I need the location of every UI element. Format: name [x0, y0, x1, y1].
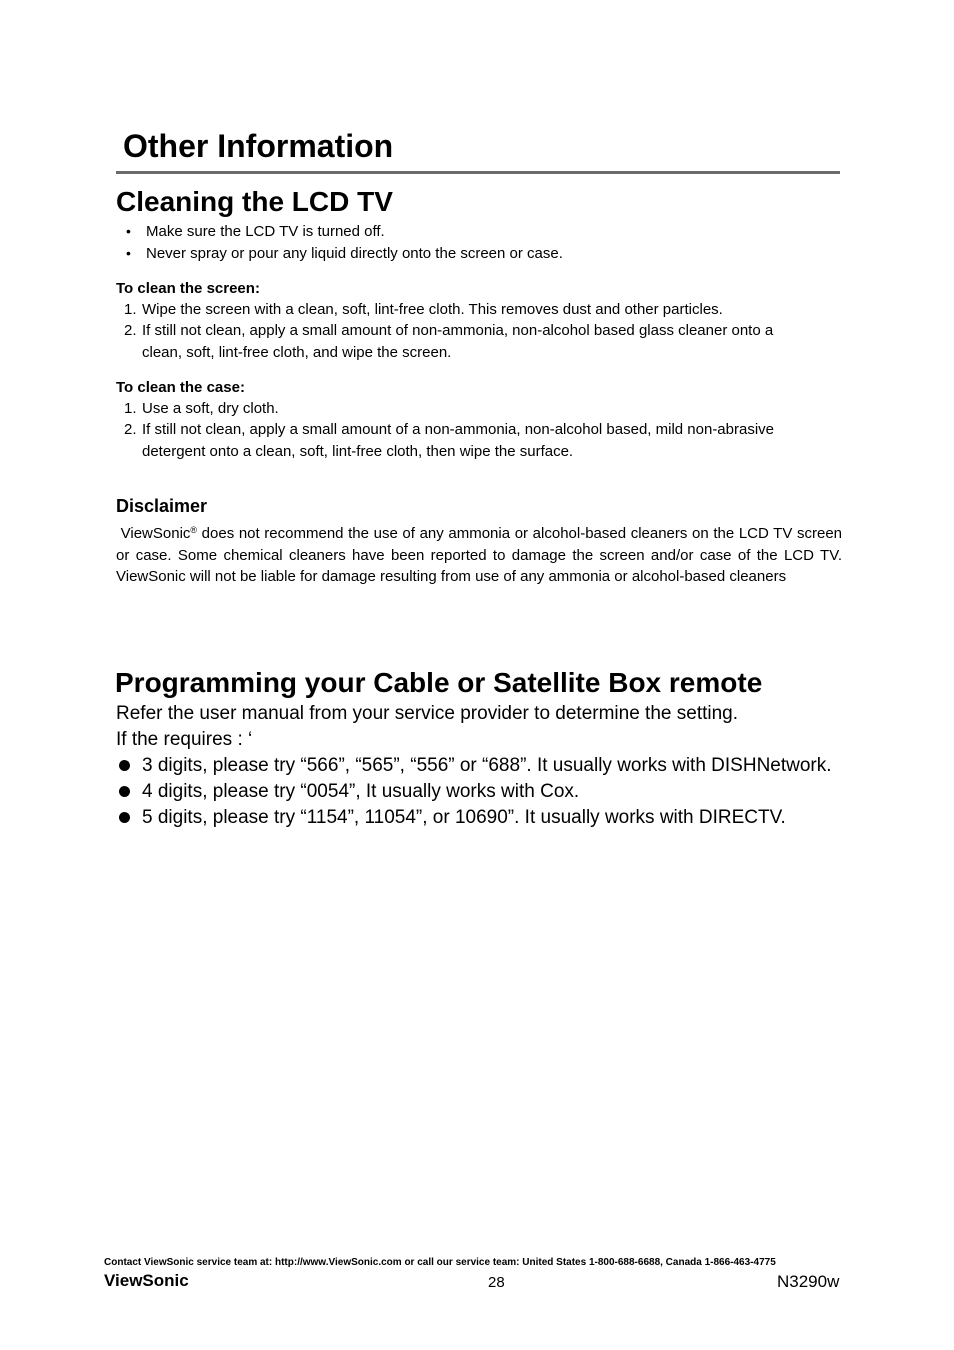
programming-item: 5 digits, please try “1154”, 11054”, or 10690”. It usually works with DIRECTV. [142, 807, 786, 828]
programming-heading: Programming your Cable or Satellite Box remote [115, 667, 763, 698]
bullet-dot-icon [119, 786, 130, 797]
screen-step-text: clean, soft, lint-free cloth, and wipe the screen. [142, 344, 452, 361]
disclaimer-text: does not recommend the use of any ammonia or alcohol-based cleaners on the LCD TV screen or case. Some chemical cleaners have been reported to damage the screen and/or case of the LCD TV. ViewSonic will not be liable for damage resulting from use of any ammonia or alcohol-based cleaners [116, 525, 843, 585]
step-number: 1. [124, 301, 137, 318]
cleaning-bullet: Make sure the LCD TV is turned off. [146, 223, 385, 240]
programming-intro: Refer the user manual from your service provider to determine the setting. [116, 703, 739, 724]
disclaimer-paragraph [116, 523, 842, 588]
disclaimer-heading: Disclaimer [116, 496, 208, 516]
footer-model: N3290w [777, 1272, 840, 1291]
programming-item: 3 digits, please try “566”, “565”, “556” or “688”. It usually works with DISHNetwork. [142, 755, 832, 776]
page-number: 28 [488, 1274, 505, 1291]
screen-step-text: If still not clean, apply a small amount of non-ammonia, non-alcohol based glass cleaner onto a [142, 322, 774, 339]
screen-subheading: To clean the screen: [116, 280, 260, 297]
footer-contact: Contact ViewSonic service team at: http://www.ViewSonic.com or call our service team: United States 1-800-688-6688, Canada 1-866-463-4775 [104, 1257, 776, 1268]
bullet-dot-icon [119, 812, 130, 823]
programming-requires: If the requires : ‘ [116, 729, 253, 750]
page-title: Other Information [123, 128, 394, 164]
case-step-text: If still not clean, apply a small amount of a non-ammonia, non-alcohol based, mild non-abrasive [142, 421, 775, 438]
disclaimer-brand: ViewSonic [120, 525, 191, 542]
cleaning-bullet: Never spray or pour any liquid directly onto the screen or case. [146, 245, 563, 262]
step-number: 2. [124, 421, 137, 438]
step-number: 2. [124, 322, 137, 339]
bullet-dot-icon [119, 760, 130, 771]
bullet-glyph: • [126, 223, 131, 239]
screen-step-text: Wipe the screen with a clean, soft, lint-free cloth. This removes dust and other particles. [142, 301, 723, 318]
programming-item: 4 digits, please try “0054”, It usually works with Cox. [142, 781, 580, 802]
title-divider [116, 171, 840, 174]
footer-brand: ViewSonic [104, 1271, 189, 1290]
registered-mark: ® [190, 525, 198, 535]
bullet-glyph: • [126, 245, 131, 261]
case-subheading: To clean the case: [116, 379, 245, 396]
case-step-text: Use a soft, dry cloth. [142, 400, 279, 417]
case-step-text: detergent onto a clean, soft, lint-free cloth, then wipe the surface. [142, 443, 574, 460]
cleaning-heading: Cleaning the LCD TV [116, 186, 393, 217]
step-number: 1. [124, 400, 137, 417]
